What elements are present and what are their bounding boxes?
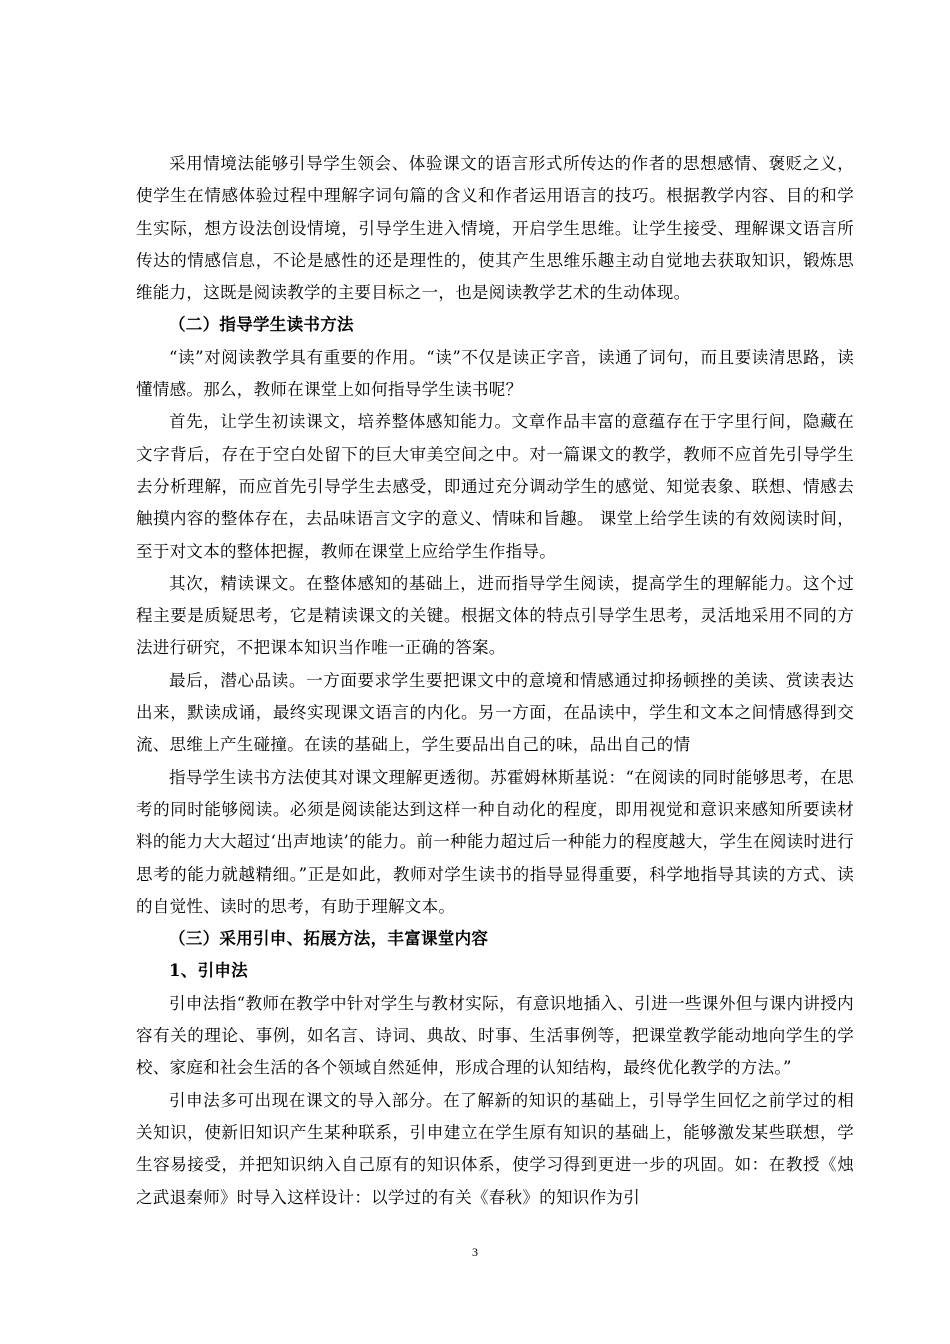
- paragraph-savoring-reading: 最后，潜心品读。一方面要求学生要把课文中的意境和情感通过抑扬顿挫的美读、赏读表达出来，默读成诵，最终实现课文语言的内化。另一方面，在品读中，学生和文本之间情感得到交流、思维上产生碰撞。在读的基础上，学生要品出自己的味，品出自己的情: [136, 670, 854, 755]
- paragraph-extension-definition: 引申法指“教师在教学中针对学生与教材实际，有意识地插入、引进一些课外但与课内讲授内容有关的理论、事例，如名言、诗词、典故、时事、生活事例等，把课堂教学能动地向学生的学校、家庭和社会生活的各个领域自然延伸，形成合理的认知结构，最终优化教学的方法。”: [136, 993, 854, 1078]
- section-heading-extension-methods: （三）采用引申、拓展方法，丰富课堂内容: [169, 929, 489, 949]
- paragraph-first-reading: 首先，让学生初读课文，培养整体感知能力。文章作品丰富的意蕴存在于字里行间，隐藏在文字背后，存在于空白处留下的巨大审美空间之中。对一篇课文的教学，教师不应首先引导学生去分析理解，而应首先引导学生去感受，即通过充分调动学生的感觉、知觉表象、联想、情感去触摸内容的整体存在，去品味语言文字的意义、情味和旨趣。 课堂上给学生读的有效阅读时间， 至于对文本的整体把握，教师在课堂上应给学生作指导。: [136, 412, 854, 561]
- section-heading-reading-guidance: （二）指导学生读书方法: [169, 315, 354, 335]
- paragraph-close-reading: 其次，精读课文。在整体感知的基础上，进而指导学生阅读，提高学生的理解能力。这个过程主要是质疑思考，它是精读课文的关键。根据文体的特点引导学生思考，灵活地采用不同的方法进行研究，不把课本知识当作唯一正确的答案。: [136, 573, 854, 658]
- document-body: [136, 148, 854, 1214]
- page-number: 3: [472, 1245, 478, 1259]
- subsection-heading-extension-method: 1、引申法: [169, 961, 248, 981]
- paragraph-reading-importance: “读”对阅读教学具有重要的作用。“读”不仅是读正字音，读通了词句，而且要读清思路，读懂情感。那么，教师在课堂上如何指导学生读书呢？: [136, 347, 854, 400]
- paragraph-situational-method: 采用情境法能够引导学生领会、体验课文的语言形式所传达的作者的思想感情、褒贬之义，使学生在情感体验过程中理解字词句篇的含义和作者运用语言的技巧。根据教学内容、目的和学生实际，想方设法创设情境，引导学生进入情境，开启学生思维。让学生接受、理解课文语言所传达的情感信息，不论是感性的还是理性的，使其产生思维乐趣主动自觉地去获取知识，锻炼思维能力，这既是阅读教学的主要目标之一，也是阅读教学艺术的生动体现。: [136, 154, 854, 303]
- paragraph-sukhomlinsky-quote: 指导学生读书方法使其对课文理解更透彻。苏霍姆林斯基说：“在阅读的同时能够思考，在思考的同时能够阅读。必须是阅读能达到这样一种自动化的程度，即用视觉和意识来感知所要读材料的能力大大超过‘出声地读’的能力。前一种能力超过后一种能力的程度越大，学生在阅读时进行思考的能力就越精细。”正是如此，教师对学生读书的指导显得重要，科学地指导其读的方式、读的自觉性、读时的思考，有助于理解文本。: [136, 767, 854, 916]
- paragraph-extension-introduction: 引申法多可出现在课文的导入部分。在了解新的知识的基础上，引导学生回忆之前学过的相关知识，使新旧知识产生某种联系，引申建立在学生原有知识的基础上，能够激发某些联想，学生容易接受，并把知识纳入自己原有的知识体系，使学习得到更进一步的巩固。如：在教授《烛之武退秦师》时导入这样设计：以学过的有关《春秋》的知识作为引: [136, 1090, 854, 1207]
